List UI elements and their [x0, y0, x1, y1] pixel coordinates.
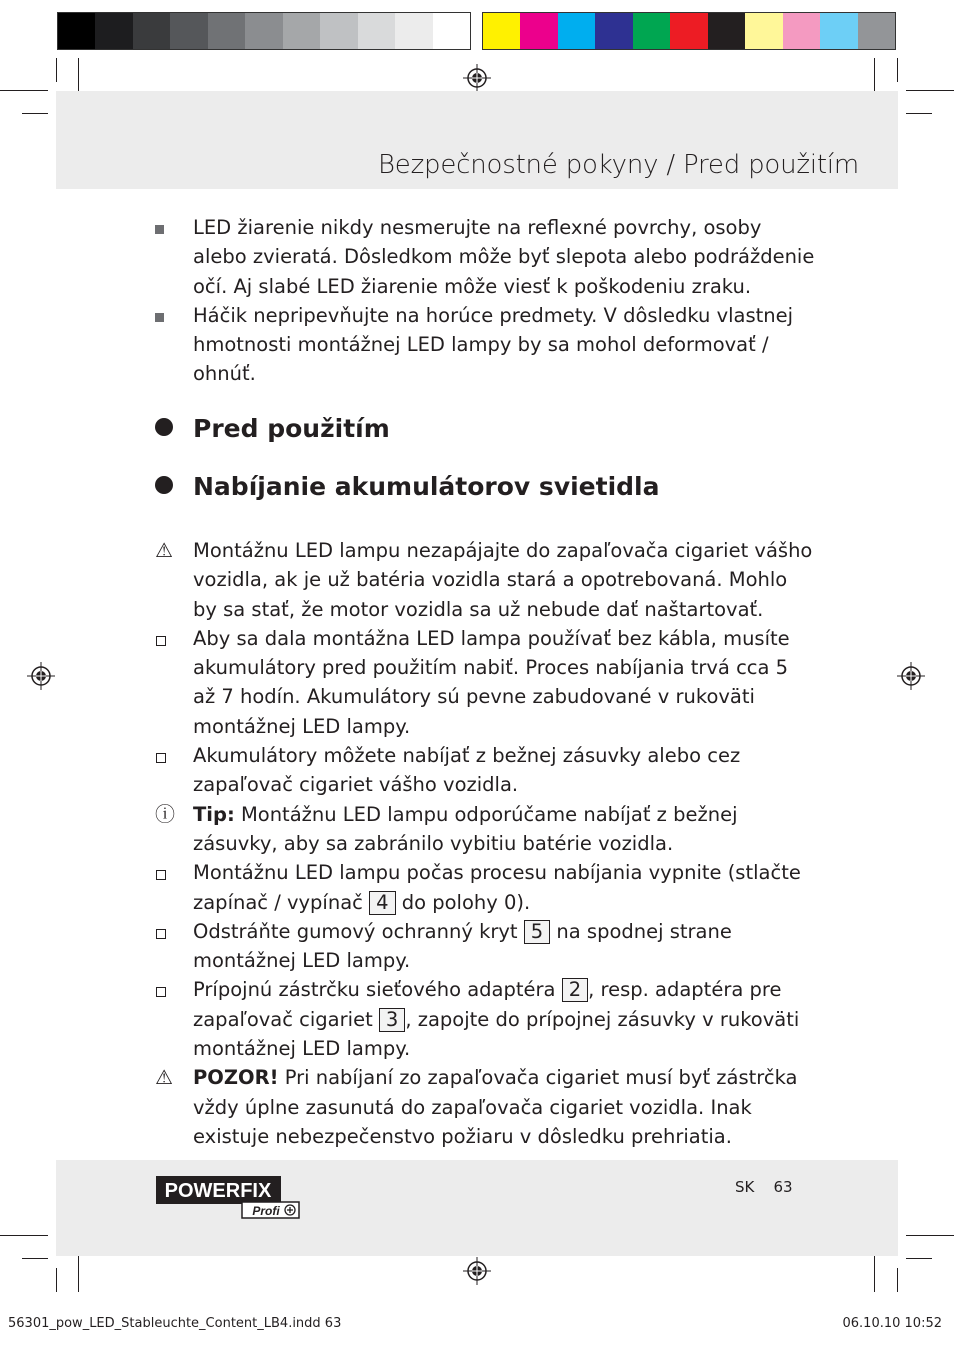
step-checkbox-icon: [155, 858, 185, 888]
crop-mark: [22, 113, 48, 114]
step-text: , resp. adaptéra pre zapaľovač cigariet: [193, 978, 782, 1031]
section-heading-before-use: [155, 414, 390, 443]
crop-mark: [78, 1252, 79, 1292]
color-swatch: [358, 13, 395, 49]
step-text: Odstráňte gumový ochranný kryt: [193, 919, 524, 943]
color-swatch: [95, 13, 132, 49]
color-swatch: [483, 13, 520, 49]
step-text: Prípojnú zástrčku sieťového adaptéra: [193, 978, 562, 1002]
list-item: [155, 975, 815, 1063]
registration-mark-icon: [463, 64, 491, 92]
color-calibration-bar-color: [482, 12, 896, 50]
crop-mark: [906, 1235, 954, 1236]
crop-mark: [874, 1252, 875, 1292]
color-swatch: [170, 13, 207, 49]
step-checkbox-icon: [155, 624, 185, 654]
page-title: Bezpečnostné pokyny / Pred použitím: [377, 150, 859, 180]
part-reference-badge: 2: [562, 978, 588, 1002]
color-swatch: [558, 13, 595, 49]
step-text: do polohy 0).: [395, 890, 531, 914]
crop-mark: [897, 58, 898, 82]
warning-text: Montážnu LED lampu nezapájajte do zapaľovača cigariet vášho vozidla, ak je už batéria vozidla stará a opotrebovaná. Mohlo by sa stať, že motor vozidla sa už nebude dať naštartovať.: [193, 539, 813, 621]
color-swatch: [520, 13, 557, 49]
list-item: [155, 741, 815, 800]
list-item: [155, 213, 815, 301]
color-swatch: [595, 13, 632, 49]
step-text: Akumulátory môžete nabíjať z bežnej zásuvky alebo cez zapaľovač cigariet vášho vozidla.: [193, 744, 741, 797]
color-swatch: [433, 13, 470, 49]
instruction-list: [155, 536, 815, 1151]
registration-mark-icon: [463, 1257, 491, 1285]
list-item: [155, 917, 815, 976]
crop-mark: [906, 1258, 932, 1259]
color-calibration-bar-grayscale: [57, 12, 471, 50]
warning-triangle-icon: ⚠: [155, 1065, 173, 1090]
section-heading-text: Nabíjanie akumulátorov svietidla: [193, 472, 660, 501]
bullet-square-icon: [155, 213, 185, 242]
safety-list: [155, 213, 815, 389]
step-text: , zapojte do prípojnej zásuvky v rukoväti montážnej LED lampy.: [193, 1007, 800, 1061]
step-text: na spodnej strane montážnej LED lampy.: [193, 919, 732, 973]
step-checkbox-icon: [155, 741, 185, 771]
color-swatch: [208, 13, 245, 49]
warning-label: POZOR!: [193, 1066, 279, 1090]
tip-text: Montážnu LED lampu odporúčame nabíjať z bežnej zásuvky, aby sa zabránilo vybitiu batérie vozidla.: [193, 802, 738, 855]
color-swatch: [708, 13, 745, 49]
crop-mark: [56, 58, 57, 82]
crop-mark: [22, 1258, 48, 1259]
section-heading-text: Pred použitím: [193, 414, 390, 443]
step-checkbox-icon: [155, 975, 185, 1005]
bullet-square-icon: [155, 301, 185, 330]
page-number-value: 63: [773, 1178, 793, 1196]
color-swatch: [783, 13, 820, 49]
bullet-dot-icon: [155, 418, 173, 436]
page-number: [735, 1178, 793, 1196]
list-item: [155, 301, 815, 389]
tip-item: [155, 800, 815, 859]
color-swatch: [58, 13, 95, 49]
color-swatch: [858, 13, 895, 49]
list-item: [155, 624, 815, 741]
logo-sub: Profi: [252, 1204, 280, 1218]
warning-text: Pri nabíjaní zo zapaľovača cigariet musí byť zástrčka vždy úplne zasunutá do zapaľovača cigariet vozidla. Inak existuje nebezpečenstvo požiaru v dôsledku prehriatia.: [193, 1066, 798, 1148]
registration-mark-icon: [27, 662, 55, 690]
step-checkbox-icon: [155, 917, 185, 947]
color-swatch: [245, 13, 282, 49]
slug-filename: 56301_pow_LED_Stableuchte_Content_LB4.indd 63: [8, 1316, 342, 1331]
part-reference-badge: 3: [379, 1008, 405, 1032]
step-text: Montážnu LED lampu počas procesu nabíjania vypnite (stlačte zapínač / vypínač: [193, 861, 801, 914]
step-text: Aby sa dala montážna LED lampa používať bez kábla, musíte akumulátory pred použitím nabiť. Proces nabíjania trvá cca 5 až 7 hodín. Akumulátory sú pevne zabudované v rukoväti montážnej LED lampy.: [193, 626, 790, 738]
tip-label: Tip:: [193, 802, 235, 826]
warning-item: [155, 536, 815, 624]
crop-mark: [906, 90, 954, 91]
language-code: SK: [735, 1178, 755, 1196]
list-item: [155, 858, 815, 917]
part-reference-badge: 4: [369, 891, 395, 915]
warning-item: [155, 1063, 815, 1151]
crop-mark: [56, 1268, 57, 1292]
section-heading-charging: [155, 472, 660, 501]
crop-mark: [0, 1235, 48, 1236]
bullet-dot-icon: [155, 476, 173, 494]
crop-mark: [897, 1268, 898, 1292]
tip-exclamation-icon: ⓘ: [155, 801, 175, 826]
color-swatch: [633, 13, 670, 49]
color-swatch: [820, 13, 857, 49]
color-swatch: [395, 13, 432, 49]
color-swatch: [745, 13, 782, 49]
safety-item-text: LED žiarenie nikdy nesmerujte na reflexné povrchy, osoby alebo zvieratá. Dôsledkom môže byť slepota alebo podráždenie očí. Aj slabé LED žiarenie môže viesť k poškodeniu zraku.: [193, 216, 815, 298]
color-swatch: [320, 13, 357, 49]
slug-date: 06.10.10 10:52: [842, 1316, 942, 1331]
color-swatch: [670, 13, 707, 49]
powerfix-logo: [156, 1176, 301, 1220]
part-reference-badge: 5: [524, 920, 550, 944]
color-swatch: [133, 13, 170, 49]
logo-brand: POWERFIX: [164, 1180, 272, 1202]
registration-mark-icon: [897, 662, 925, 690]
crop-mark: [0, 90, 48, 91]
safety-item-text: Háčik nepripevňujte na horúce predmety. V dôsledku vlastnej hmotnosti montážnej LED lampy by sa mohol deformovať / ohnúť.: [193, 303, 794, 386]
crop-mark: [906, 113, 932, 114]
color-swatch: [283, 13, 320, 49]
warning-triangle-icon: ⚠: [155, 538, 173, 562]
